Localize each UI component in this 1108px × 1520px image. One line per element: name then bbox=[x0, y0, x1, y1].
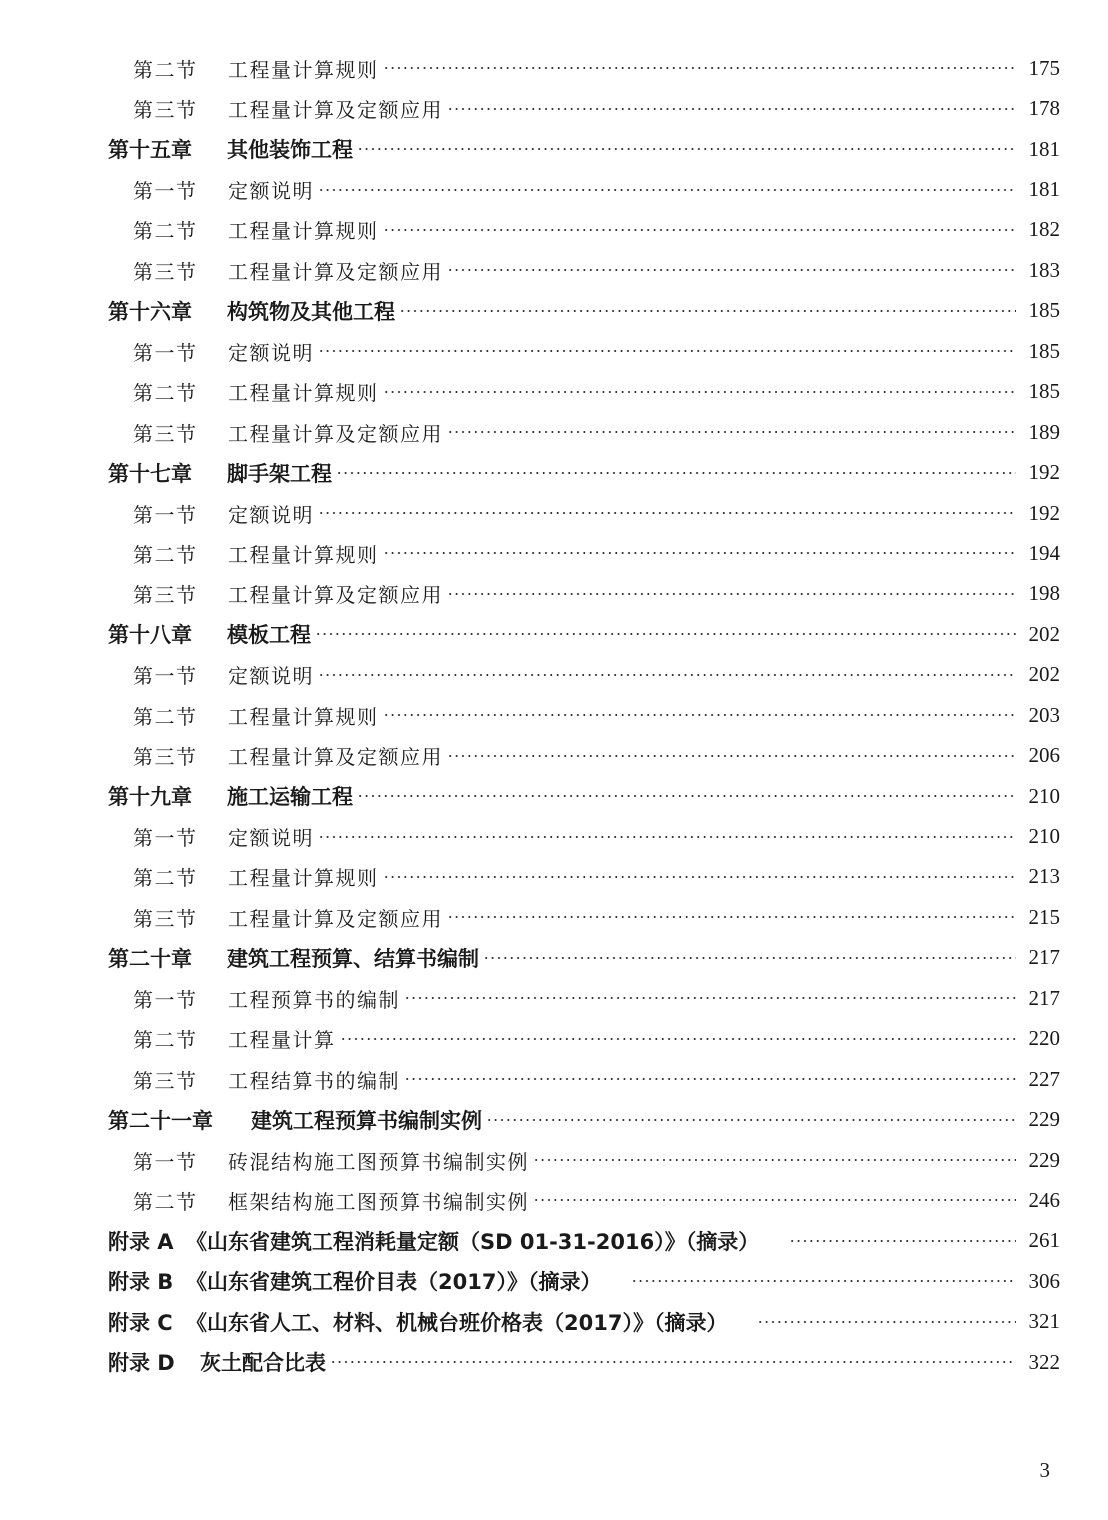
dot-leader bbox=[383, 67, 1017, 69]
toc-entry-title: 施工运输工程 bbox=[227, 785, 353, 810]
toc-entry-number: 第三节 bbox=[133, 259, 198, 284]
toc-entry-number: 第十五章 bbox=[108, 138, 192, 163]
dot-leader bbox=[447, 269, 1016, 271]
toc-entry-number: 第一节 bbox=[133, 179, 198, 204]
toc-entry-page: 217 bbox=[1028, 985, 1060, 1010]
dot-leader bbox=[318, 350, 1016, 352]
toc-entry-page: 185 bbox=[1028, 298, 1060, 323]
toc-entry-number: 附录 A bbox=[108, 1229, 174, 1254]
toc-entry-title: 工程预算书的编制 bbox=[228, 987, 400, 1012]
toc-entry-title: 脚手架工程 bbox=[227, 461, 332, 486]
toc-entry-page: 183 bbox=[1028, 257, 1060, 282]
dot-leader bbox=[447, 108, 1016, 110]
dot-leader bbox=[357, 148, 1016, 150]
toc-entry-number: 附录 D bbox=[108, 1351, 175, 1376]
toc-entry-number: 第二节 bbox=[133, 1028, 198, 1053]
toc-entry-number: 第三节 bbox=[133, 906, 198, 931]
toc-entry-page: 192 bbox=[1028, 500, 1060, 525]
dot-leader bbox=[383, 229, 1017, 231]
toc-entry-page: 246 bbox=[1028, 1187, 1060, 1212]
table-of-contents bbox=[0, 48, 1108, 1382]
toc-chapter-row[interactable] bbox=[0, 452, 1108, 492]
toc-section-row[interactable] bbox=[0, 1059, 1108, 1099]
toc-entry-number: 第二节 bbox=[133, 219, 198, 244]
toc-entry-page: 192 bbox=[1028, 460, 1060, 485]
dot-leader bbox=[447, 593, 1016, 595]
toc-entry-number: 第二节 bbox=[133, 381, 198, 406]
toc-entry-number: 第三节 bbox=[133, 421, 198, 446]
toc-entry-title: 定额说明 bbox=[228, 502, 314, 527]
toc-entry-number: 第二节 bbox=[133, 542, 198, 567]
toc-entry-number: 第一节 bbox=[133, 502, 198, 527]
toc-entry-title: 建筑工程预算、结算书编制 bbox=[227, 946, 479, 971]
dot-leader bbox=[336, 472, 1016, 474]
dot-leader bbox=[318, 189, 1016, 191]
toc-entry-title: 工程量计算规则 bbox=[228, 866, 379, 891]
dot-leader bbox=[789, 1240, 1016, 1242]
toc-section-row[interactable] bbox=[0, 412, 1108, 452]
toc-entry-page: 194 bbox=[1028, 540, 1060, 565]
toc-entry-title: 工程量计算及定额应用 bbox=[228, 98, 443, 123]
toc-chapter-row[interactable] bbox=[0, 776, 1108, 816]
dot-leader bbox=[383, 552, 1017, 554]
toc-entry-page: 202 bbox=[1028, 621, 1060, 646]
toc-entry-number: 第二十一章 bbox=[108, 1108, 213, 1133]
toc-entry-title: 工程量计算规则 bbox=[228, 542, 379, 567]
toc-section-row[interactable] bbox=[0, 210, 1108, 250]
toc-appendix-row[interactable] bbox=[0, 1302, 1108, 1342]
toc-appendix-row[interactable] bbox=[0, 1221, 1108, 1261]
toc-entry-page: 210 bbox=[1028, 783, 1060, 808]
toc-entry-title: 工程量计算 bbox=[228, 1028, 336, 1053]
toc-entry-title: 工程量计算及定额应用 bbox=[228, 421, 443, 446]
dot-leader bbox=[315, 633, 1016, 635]
dot-leader bbox=[318, 512, 1016, 514]
toc-entry-title: 工程结算书的编制 bbox=[228, 1068, 400, 1093]
dot-leader bbox=[447, 755, 1016, 757]
dot-leader bbox=[357, 795, 1016, 797]
toc-section-row[interactable] bbox=[0, 331, 1108, 371]
toc-entry-page: 181 bbox=[1028, 177, 1060, 202]
toc-entry-title: 灰土配合比表 bbox=[200, 1351, 326, 1376]
toc-entry-page: 206 bbox=[1028, 743, 1060, 768]
toc-entry-title: 工程量计算及定额应用 bbox=[228, 583, 443, 608]
dot-leader bbox=[631, 1280, 1016, 1282]
toc-entry-number: 第二节 bbox=[133, 1189, 198, 1214]
toc-entry-title: 砖混结构施工图预算书编制实例 bbox=[228, 1149, 529, 1174]
toc-section-row[interactable] bbox=[0, 88, 1108, 128]
toc-section-row[interactable] bbox=[0, 816, 1108, 856]
dot-leader bbox=[318, 674, 1016, 676]
toc-entry-title: 《山东省建筑工程消耗量定额（SD 01-31-2016）》（摘录） bbox=[186, 1229, 760, 1254]
toc-entry-number: 第一节 bbox=[133, 1149, 198, 1174]
dot-leader bbox=[533, 1199, 1016, 1201]
dot-leader bbox=[404, 1078, 1016, 1080]
toc-chapter-row[interactable] bbox=[0, 614, 1108, 654]
toc-entry-number: 第三节 bbox=[133, 1068, 198, 1093]
toc-entry-page: 217 bbox=[1028, 945, 1060, 970]
toc-entry-number: 第二十章 bbox=[108, 946, 192, 971]
page-number: 3 bbox=[1039, 1458, 1050, 1482]
toc-entry-number: 第三节 bbox=[133, 98, 198, 123]
toc-section-row[interactable] bbox=[0, 857, 1108, 897]
toc-entry-page: 189 bbox=[1028, 419, 1060, 444]
toc-entry-number: 第二节 bbox=[133, 704, 198, 729]
toc-entry-page: 175 bbox=[1028, 55, 1060, 80]
toc-section-row[interactable] bbox=[0, 250, 1108, 290]
dot-leader bbox=[383, 391, 1017, 393]
toc-entry-number: 第十八章 bbox=[108, 623, 192, 648]
toc-entry-title: 《山东省人工、材料、机械台班价格表（2017）》（摘录） bbox=[186, 1310, 728, 1335]
dot-leader bbox=[399, 310, 1016, 312]
toc-entry-page: 213 bbox=[1028, 864, 1060, 889]
toc-entry-number: 第十九章 bbox=[108, 785, 192, 810]
toc-entry-title: 工程量计算及定额应用 bbox=[228, 259, 443, 284]
dot-leader bbox=[404, 997, 1016, 999]
toc-section-row[interactable] bbox=[0, 735, 1108, 775]
toc-entry-page: 227 bbox=[1028, 1066, 1060, 1091]
dot-leader bbox=[330, 1361, 1016, 1363]
toc-entry-page: 178 bbox=[1028, 96, 1060, 121]
toc-entry-title: 工程量计算规则 bbox=[228, 219, 379, 244]
toc-section-row[interactable] bbox=[0, 574, 1108, 614]
dot-leader bbox=[340, 1038, 1017, 1040]
toc-entry-title: 定额说明 bbox=[228, 179, 314, 204]
dot-leader bbox=[533, 1159, 1016, 1161]
toc-section-row[interactable] bbox=[0, 695, 1108, 735]
toc-entry-page: 202 bbox=[1028, 662, 1060, 687]
toc-entry-page: 261 bbox=[1028, 1228, 1060, 1253]
toc-section-row[interactable] bbox=[0, 978, 1108, 1018]
toc-section-row[interactable] bbox=[0, 533, 1108, 573]
toc-entry-number: 第二节 bbox=[133, 57, 198, 82]
dot-leader bbox=[757, 1321, 1016, 1323]
toc-entry-number: 第一节 bbox=[133, 987, 198, 1012]
toc-section-row[interactable] bbox=[0, 1019, 1108, 1059]
toc-entry-title: 《山东省建筑工程价目表（2017）》（摘录） bbox=[186, 1270, 602, 1295]
toc-section-row[interactable] bbox=[0, 1180, 1108, 1220]
toc-entry-page: 229 bbox=[1028, 1107, 1060, 1132]
toc-entry-title: 工程量计算规则 bbox=[228, 381, 379, 406]
toc-entry-number: 第三节 bbox=[133, 583, 198, 608]
toc-entry-page: 198 bbox=[1028, 581, 1060, 606]
toc-appendix-row[interactable] bbox=[0, 1342, 1108, 1382]
toc-section-row[interactable] bbox=[0, 48, 1108, 88]
toc-entry-title: 工程量计算规则 bbox=[228, 704, 379, 729]
dot-leader bbox=[483, 957, 1016, 959]
toc-entry-page: 229 bbox=[1028, 1147, 1060, 1172]
toc-entry-title: 工程量计算及定额应用 bbox=[228, 745, 443, 770]
toc-appendix-row[interactable] bbox=[0, 1261, 1108, 1301]
toc-section-row[interactable] bbox=[0, 169, 1108, 209]
toc-entry-number: 第十七章 bbox=[108, 461, 192, 486]
toc-entry-page: 185 bbox=[1028, 338, 1060, 363]
toc-entry-title: 工程量计算规则 bbox=[228, 57, 379, 82]
dot-leader bbox=[318, 836, 1016, 838]
toc-section-row[interactable] bbox=[0, 372, 1108, 412]
toc-entry-page: 182 bbox=[1028, 217, 1060, 242]
toc-section-row[interactable] bbox=[0, 897, 1108, 937]
toc-entry-page: 203 bbox=[1028, 702, 1060, 727]
toc-entry-number: 附录 C bbox=[108, 1310, 173, 1335]
toc-entry-page: 210 bbox=[1028, 824, 1060, 849]
toc-entry-title: 定额说明 bbox=[228, 340, 314, 365]
toc-entry-title: 构筑物及其他工程 bbox=[227, 299, 395, 324]
dot-leader bbox=[383, 876, 1017, 878]
dot-leader bbox=[486, 1119, 1016, 1121]
toc-entry-number: 第二节 bbox=[133, 866, 198, 891]
toc-entry-title: 定额说明 bbox=[228, 826, 314, 851]
dot-leader bbox=[447, 916, 1016, 918]
toc-entry-page: 322 bbox=[1028, 1349, 1060, 1374]
toc-entry-page: 321 bbox=[1028, 1309, 1060, 1334]
toc-chapter-row[interactable] bbox=[0, 938, 1108, 978]
toc-chapter-row[interactable] bbox=[0, 1099, 1108, 1139]
toc-entry-title: 框架结构施工图预算书编制实例 bbox=[228, 1189, 529, 1214]
toc-section-row[interactable] bbox=[0, 655, 1108, 695]
toc-entry-number: 第三节 bbox=[133, 745, 198, 770]
dot-leader bbox=[383, 714, 1017, 716]
toc-entry-page: 185 bbox=[1028, 379, 1060, 404]
toc-entry-number: 第一节 bbox=[133, 664, 198, 689]
toc-entry-title: 其他装饰工程 bbox=[227, 138, 353, 163]
toc-section-row[interactable] bbox=[0, 1140, 1108, 1180]
toc-entry-page: 215 bbox=[1028, 904, 1060, 929]
toc-entry-number: 第一节 bbox=[133, 340, 198, 365]
toc-entry-title: 模板工程 bbox=[227, 623, 311, 648]
toc-entry-title: 建筑工程预算书编制实例 bbox=[251, 1108, 482, 1133]
toc-entry-title: 工程量计算及定额应用 bbox=[228, 906, 443, 931]
toc-entry-page: 306 bbox=[1028, 1268, 1060, 1293]
toc-entry-page: 220 bbox=[1028, 1026, 1060, 1051]
dot-leader bbox=[447, 431, 1016, 433]
toc-entry-number: 第一节 bbox=[133, 826, 198, 851]
toc-chapter-row[interactable] bbox=[0, 291, 1108, 331]
toc-entry-page: 181 bbox=[1028, 136, 1060, 161]
toc-section-row[interactable] bbox=[0, 493, 1108, 533]
toc-entry-title: 定额说明 bbox=[228, 664, 314, 689]
toc-entry-number: 附录 B bbox=[108, 1270, 174, 1295]
toc-chapter-row[interactable] bbox=[0, 129, 1108, 169]
toc-entry-number: 第十六章 bbox=[108, 299, 192, 324]
